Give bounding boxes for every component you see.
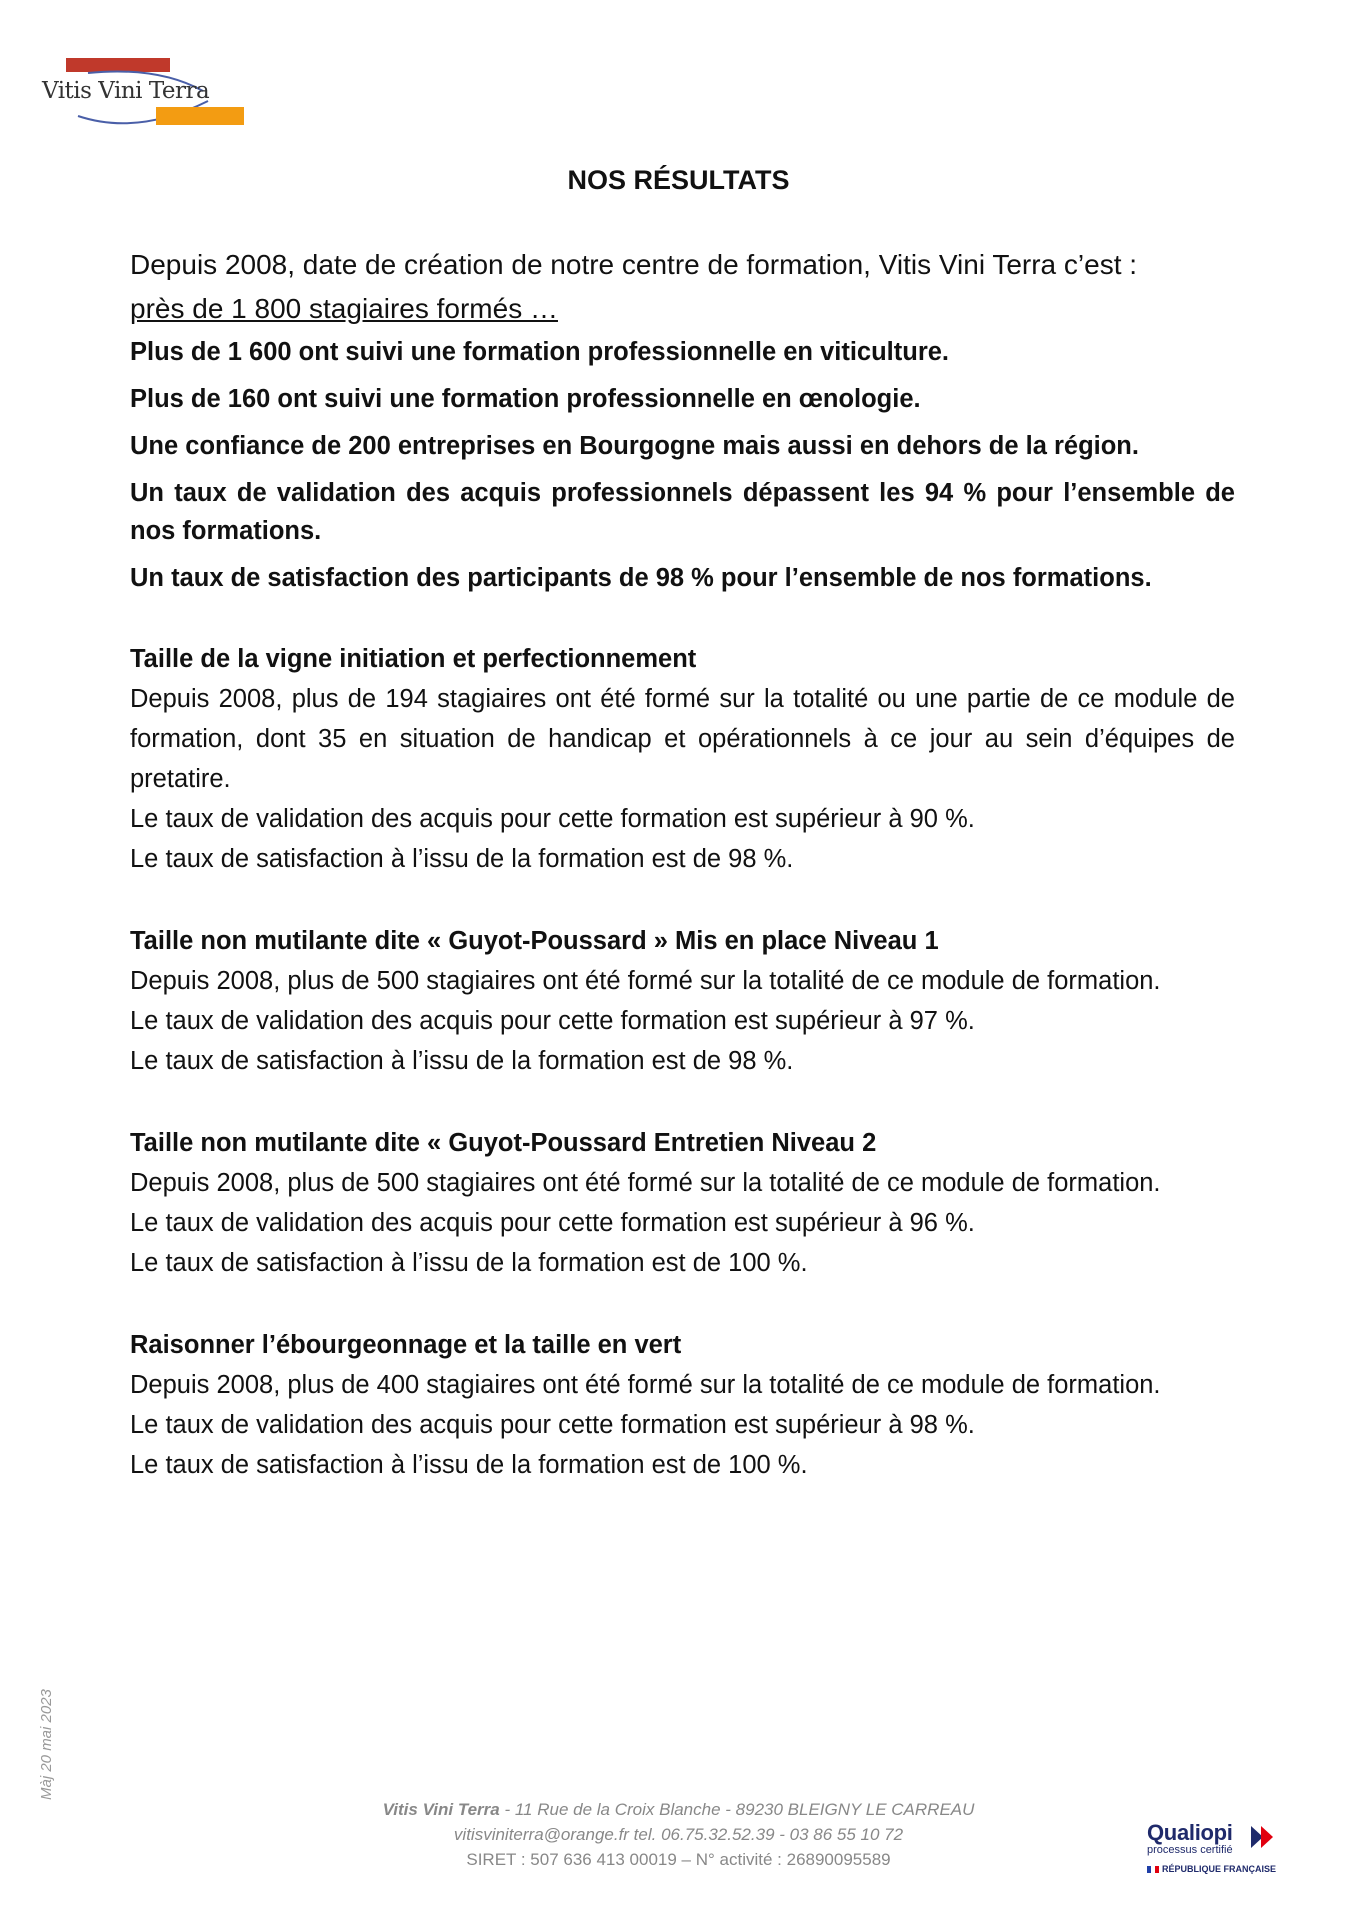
stat-item: Une confiance de 200 entreprises en Bourgogne mais aussi en dehors de la région. bbox=[130, 432, 1139, 460]
french-flag-icon bbox=[1147, 1866, 1159, 1873]
footer-company: Vitis Vini Terra bbox=[382, 1800, 500, 1819]
section-body: Depuis 2008, plus de 500 stagiaires ont été formé sur la totalité de ce module de formation. bbox=[130, 967, 1161, 995]
section-body: Depuis 2008, plus de 500 stagiaires ont été formé sur la totalité de ce module de formation. bbox=[130, 1169, 1161, 1197]
stat-item: Plus de 1 600 ont suivi une formation professionnelle en viticulture. bbox=[130, 338, 950, 366]
company-logo bbox=[40, 55, 230, 130]
stat-item: Un taux de satisfaction des participants de 98 % pour l’ensemble de nos formations. bbox=[130, 564, 1152, 592]
satisfaction-rate: Le taux de satisfaction à l’issu de la formation est de 98 %. bbox=[130, 845, 794, 873]
training-section bbox=[130, 921, 1235, 1081]
section-body: Depuis 2008, plus de 194 stagiaires ont été formé sur la totalité ou une partie de ce module de formation, dont 35 en situation de handicap et opérationnels à ce jour au sein d’équipes de pretatire. bbox=[130, 685, 1235, 793]
document-body bbox=[130, 243, 1235, 1485]
validation-rate: Le taux de validation des acquis pour cette formation est supérieur à 96 %. bbox=[130, 1209, 975, 1237]
intro-line: Depuis 2008, date de création de notre centre de formation, Vitis Vini Terra c’est : bbox=[130, 249, 1138, 280]
footer-contact: vitisviniterra@orange.fr tel. 06.75.32.52.39 - 03 86 55 10 72 bbox=[453, 1825, 904, 1844]
validation-rate: Le taux de validation des acquis pour cette formation est supérieur à 90 %. bbox=[130, 805, 975, 833]
section-title: Taille non mutilante dite « Guyot-Poussard » Mis en place Niveau 1 bbox=[130, 927, 939, 955]
logo-orange-bar bbox=[156, 107, 244, 125]
stat-item: Plus de 160 ont suivi une formation professionnelle en œnologie. bbox=[130, 385, 921, 413]
republic-label bbox=[1147, 1864, 1297, 1874]
page-title: NOS RÉSULTATS bbox=[567, 165, 790, 195]
training-section bbox=[130, 1325, 1235, 1485]
footer-siret: SIRET : 507 636 413 00019 – N° activité : 26890095589 bbox=[466, 1850, 891, 1869]
qualiopi-name: Qualiopi bbox=[1147, 1820, 1233, 1845]
intro-underlined: près de 1 800 stagiaires formés … bbox=[130, 293, 558, 324]
stats-block bbox=[130, 333, 1235, 597]
republic-text: RÉPUBLIQUE FRANÇAISE bbox=[1162, 1864, 1277, 1874]
validation-rate: Le taux de validation des acquis pour cette formation est supérieur à 98 %. bbox=[130, 1411, 975, 1439]
stat-item: Un taux de validation des acquis professionnels dépassent les 94 % pour l’ensemble de nos formations. bbox=[130, 479, 1235, 545]
section-title: Taille non mutilante dite « Guyot-Poussard Entretien Niveau 2 bbox=[130, 1129, 877, 1157]
qualiopi-arrows-icon bbox=[1247, 1820, 1287, 1854]
satisfaction-rate: Le taux de satisfaction à l’issu de la formation est de 100 %. bbox=[130, 1451, 808, 1479]
footer-address-line bbox=[0, 1797, 1357, 1822]
update-date-note: Màj 20 mai 2023 bbox=[38, 1689, 55, 1800]
section-title: Raisonner l’ébourgeonnage et la taille en vert bbox=[130, 1331, 682, 1359]
training-section bbox=[130, 639, 1235, 879]
training-section bbox=[130, 1123, 1235, 1283]
validation-rate: Le taux de validation des acquis pour cette formation est supérieur à 97 %. bbox=[130, 1007, 975, 1035]
qualiopi-subtitle: processus certifié bbox=[1147, 1844, 1233, 1856]
satisfaction-rate: Le taux de satisfaction à l’issu de la formation est de 98 %. bbox=[130, 1047, 794, 1075]
section-body: Depuis 2008, plus de 400 stagiaires ont été formé sur la totalité de ce module de formation. bbox=[130, 1371, 1161, 1399]
satisfaction-rate: Le taux de satisfaction à l’issu de la formation est de 100 %. bbox=[130, 1249, 808, 1277]
qualiopi-badge bbox=[1147, 1820, 1297, 1882]
logo-text: Vitis Vini Terra bbox=[42, 78, 210, 104]
footer-address: - 11 Rue de la Croix Blanche - 89230 BLEIGNY LE CARREAU bbox=[499, 1800, 975, 1819]
section-title: Taille de la vigne initiation et perfectionnement bbox=[130, 645, 697, 673]
